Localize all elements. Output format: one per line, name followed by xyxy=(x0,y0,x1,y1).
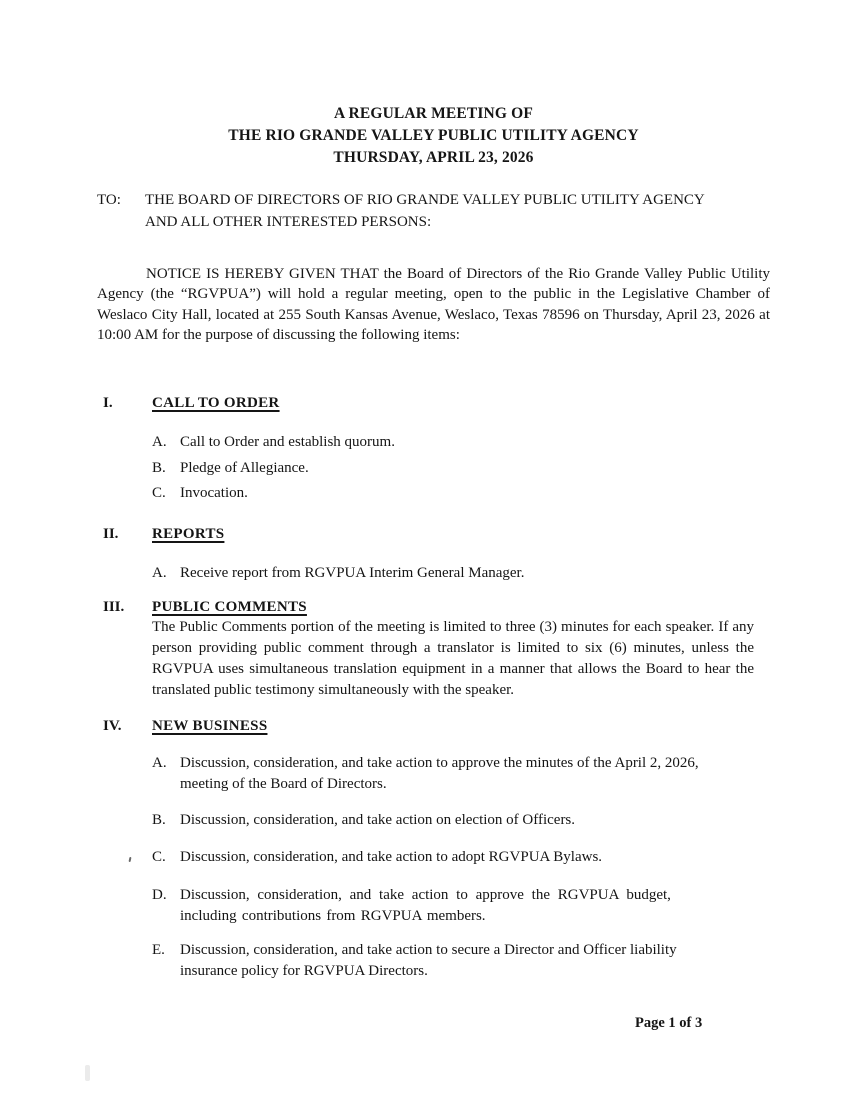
agenda-item xyxy=(152,483,770,504)
agenda-item-marker: E. xyxy=(152,942,165,959)
addressee-line-2: AND ALL OTHER INTERESTED PERSONS: xyxy=(145,214,432,230)
agenda-item xyxy=(152,458,770,479)
agenda-item xyxy=(152,847,770,868)
agenda-item-marker: C. xyxy=(152,485,166,502)
agenda-item-text: Discussion, consideration, and take action to approve the minutes of the April 2, 2026, xyxy=(180,755,699,772)
agenda-item-text: Discussion, consideration, and take action to approve the RGVPUA budget, xyxy=(180,887,671,904)
section-heading: CALL TO ORDER xyxy=(152,395,280,412)
agenda-item xyxy=(152,810,770,831)
agenda-item xyxy=(152,432,770,453)
agenda-item-marker: A. xyxy=(152,755,167,772)
agenda-item xyxy=(152,885,770,927)
agenda-item xyxy=(152,563,770,584)
agenda-item-marker: A. xyxy=(152,565,167,582)
section-new-business xyxy=(97,718,770,982)
agenda-item-marker: B. xyxy=(152,459,166,476)
document-title-line-1: A REGULAR MEETING OF xyxy=(334,105,533,122)
addressee-line-1: THE BOARD OF DIRECTORS OF RIO GRANDE VALLEY PUBLIC UTILITY AGENCY xyxy=(145,192,705,208)
section-heading: NEW BUSINESS xyxy=(152,718,268,735)
agenda-item-text: Discussion, consideration, and take action to secure a Director and Officer liability xyxy=(180,942,677,959)
section-heading: REPORTS xyxy=(152,526,225,543)
notice-paragraph: NOTICE IS HEREBY GIVEN THAT the Board of Directors of the Rio Grande Valley Public Utility Agency (the “RGVPUA”) will hold a regular meeting, open to the public in the Legislative Chamber of Weslaco City Hall, located at 255 South Kansas Avenue, Weslaco, Texas 78596 on Thursday, April 23, 2026 at 10:00 AM for the purpose of discussing the following items: xyxy=(97,266,770,343)
section-heading: PUBLIC COMMENTS xyxy=(152,599,307,616)
document-title-line-3: THURSDAY, APRIL 23, 2026 xyxy=(333,149,534,166)
agenda-item-text: Receive report from RGVPUA Interim General Manager. xyxy=(180,565,525,582)
agenda-item xyxy=(152,753,770,795)
agenda-item-text: Pledge of Allegiance. xyxy=(180,459,309,476)
section-numeral: I. xyxy=(103,395,113,412)
addressee-block xyxy=(97,189,770,233)
section-numeral: II. xyxy=(103,526,119,543)
agenda-item xyxy=(152,940,770,982)
agenda-item-text: Discussion, consideration, and take action to adopt RGVPUA Bylaws. xyxy=(180,849,603,866)
document-title xyxy=(97,103,770,169)
section-reports xyxy=(97,526,770,584)
agenda-item-marker: D. xyxy=(152,887,167,904)
agenda-item-text: meeting of the Board of Directors. xyxy=(180,776,387,793)
page-number: Page 1 of 3 xyxy=(635,1015,703,1031)
document-title-line-2: THE RIO GRANDE VALLEY PUBLIC UTILITY AGENCY xyxy=(228,127,639,144)
addressee-text xyxy=(145,189,770,233)
section-numeral: III. xyxy=(103,599,125,616)
agenda-item-text: insurance policy for RGVPUA Directors. xyxy=(180,963,428,980)
section-public-comments xyxy=(97,599,770,701)
agenda-item-text: including contributions from RGVPUA members. xyxy=(180,908,486,925)
agenda-item-marker: B. xyxy=(152,812,166,829)
section-call-to-order xyxy=(97,395,770,504)
agenda-item-text: Call to Order and establish quorum. xyxy=(180,434,395,451)
public-comments-paragraph: The Public Comments portion of the meeting is limited to three (3) minutes for each speaker. If any person providing public comment through a translator is limited to six (6) minutes, unless the RGVPUA uses simultaneous translation equipment in a manner that allows the Board to hear the translated public testimony simultaneously with the speaker. xyxy=(152,619,754,699)
agenda-item-marker: C. xyxy=(152,849,166,866)
agenda-item-marker: A. xyxy=(152,434,167,451)
agenda-item-text: Invocation. xyxy=(180,485,248,502)
scan-artifact-smudge xyxy=(85,1065,90,1081)
to-label: TO: xyxy=(97,192,121,208)
agenda-item-text: Discussion, consideration, and take action on election of Officers. xyxy=(180,812,576,829)
section-numeral: IV. xyxy=(103,718,122,735)
